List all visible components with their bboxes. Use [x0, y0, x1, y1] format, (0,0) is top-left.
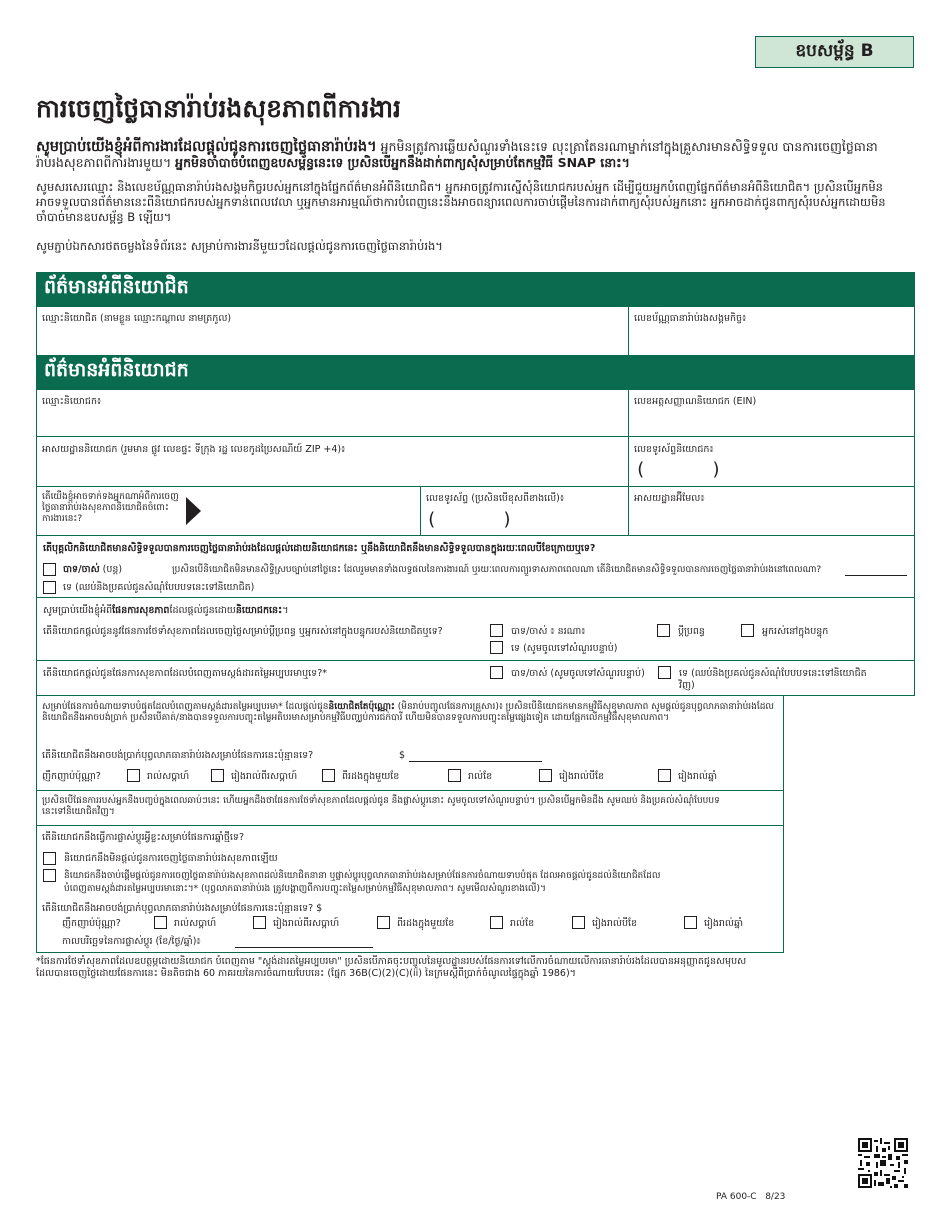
- cost-yearly-checkbox[interactable]: [658, 769, 671, 782]
- eligibility-question: តើបុគ្គលិកនិយោជិតមានសិទ្ធិទទួលបានការចេញថ្លៃធានារ៉ាប់រងដែលផ្ដល់ដោយនិយោជកនេះ ឬនឹងនិយោជិតនឹងមានសិទ្ធិទទួលបានក្នុងរយៈពេលបីខែក្រោយឬទេ?: [43, 543, 596, 554]
- email-label: អាសយដ្ឋានអ៊ីមែល៖: [634, 493, 705, 504]
- cost-weekly-checkbox[interactable]: [127, 769, 140, 782]
- cost-section: [36, 695, 784, 791]
- changes-biweekly-checkbox[interactable]: [253, 916, 266, 929]
- changes-section: [36, 825, 784, 953]
- q2-no-label: ទេ (ឈប់និងប្រគល់ជូនសំណុំបែបបទនេះទៅនិយោជិតវិញ): [679, 668, 867, 691]
- cost-intro: សម្រាប់ផែនការចំណាយទាបបំផុតដែលបំពេញតាមស្តង់ដារតម្លៃអប្បបរមា* ដែលផ្ដល់ជូននិយោជិតតែប៉ុណ្ណោះ (មិនរាប់បញ្ចូលផែនការគ្រួសារ)៖ ប្រសិនបើនិយោជកមានកម្មវិធីសុខុមាលភាព សូមផ្ដល់ជូនបុព្វលាភធានារ៉ាប់រងដែលនិយោជិតនឹងអាចបង់ប្រាក់ ប្រសិនបើគាត់/នាងបានទទួលការបញ្ចុះតម្លៃអតិបរមាសម្រាប់កម្មវិធីបញ្ឈប់ការជក់បារី ហើយមិនបានទទួលការបញ្ចុះតម្លៃផ្សេងទៀត ដោយផ្អែកលើកម្មវិធីសុខុមាលភាព។: [42, 702, 774, 723]
- eligibility-yes-detail: ប្រសិនបើនិយោជិតមិនមានសិទ្ធិស្របច្បាប់នៅថ្ងៃនេះ ដែលរួមមានទាំងលទ្ធផលនៃការងារណ៍ ឬរយៈពេលការព្យួរទាសភាពពេលណា តើនិយោជិតមានសិទ្ធិទទួលបានការចេញថ្លៃធានារ៉ាប់រងនៅពេលណា?: [172, 565, 822, 575]
- changes-date-question: កាលបរិច្ឆេទនៃការផ្លាស់ប្ដូរ (ខែ/ថ្ងៃ/ឆ្នាំ)៖: [62, 936, 201, 947]
- cost-twice-monthly-checkbox[interactable]: [322, 769, 335, 782]
- plan-section: [36, 597, 915, 661]
- cost-monthly-checkbox[interactable]: [448, 769, 461, 782]
- changes-no-coverage-label: និយោជកនឹងមិនផ្ដល់ជូនការចេញថ្លៃធានារ៉ាប់រងសុខភាពឡើយ: [64, 853, 278, 864]
- changes-twice-monthly-label: ពីរដងក្នុងមួយខែ: [397, 918, 455, 929]
- minimum-value-section: [36, 660, 915, 696]
- employer-name-label: ឈ្មោះនិយោជក៖: [42, 396, 102, 407]
- plan-question-2: តើនិយោជកផ្ដល់ជូនផែនការសុខភាពដែលបំពេញតាមស្តង់ដារតម្លៃអប្បបរមាឬទេ?*: [43, 668, 327, 679]
- contact-phone-field[interactable]: [420, 486, 629, 536]
- q1-spouse-checkbox[interactable]: [657, 624, 670, 637]
- employer-contact-field[interactable]: [36, 486, 421, 536]
- attach-copy-paragraph: សូមភ្ជាប់ឯកសារថតចម្លងនៃទំព័រនេះ សម្រាប់ការងារនីមួយៗដែលផ្ដល់ជូនការចេញថ្លៃធានារ៉ាប់រង។: [36, 239, 443, 253]
- employer-phone-label: លេខទូរស័ព្ទនិយោជក៖: [634, 444, 714, 455]
- changes-quarterly-label: រៀងរាល់បីខែ: [592, 918, 638, 929]
- eligibility-date-line[interactable]: [845, 575, 907, 576]
- changes-biweekly-label: រៀងរាល់ពីរសប្ដាហ៍: [273, 918, 340, 929]
- eligibility-yes-label: បាទ/ចាស់ (បន្ត): [63, 564, 123, 575]
- changes-amount-question: តើនិយោជិតនឹងអាចបង់ប្រាក់បុព្វលាភធានារ៉ាប់រងសម្រាប់ផែនការនេះប៉ុន្មានទេ? $: [42, 903, 323, 914]
- changes-new-premium-line2: បំពេញតាមស្តង់ដារតម្លៃអប្បបរមានោះ។* (បុព្វលាភធានារ៉ាប់រង ត្រូវបង្ហាញពីការបញ្ចុះតម្លៃសម្រាប់កម្មវិធីសុខុមាលភាព។ សូមមើលសំណួរខាងលើ)។: [64, 884, 546, 894]
- q1-no-label: ទេ (សូមចូលទៅសំណួរបន្ទាប់): [511, 643, 618, 654]
- intro-text: អ្នកមិនត្រូវការឆ្លើយសំណួរទាំងនេះទេ លុះត្រាតែនរណាម្នាក់នៅក្នុងគ្រួសារមានសិទ្ធិទទួល បានការចេញថ្លៃធានារ៉ាប់រងសុខភាពពីការងារមួយ។: [36, 139, 878, 170]
- cost-biweekly-label: រៀងរាល់ពីរសប្ដាហ៍: [231, 771, 298, 782]
- eligibility-yes-checkbox[interactable]: [43, 563, 56, 576]
- footnote: *ផែនការថែទាំសុខភាពដែលឧបត្ថម្ភដោយនិយោជក បំពេញតាម "ស្តង់ដារតម្លៃអប្បបរមា" ប្រសិនបើភាគចុះបញ្ចូលនៃមូលដ្ឋានរបស់ផែនការទៅលើការចំណាយលើការធានារ៉ាប់រងដែលបានអនុញ្ញាតជូនសមុបស ដែលបានចេញថ្លៃដោយផែនការនេះ មិនតិចជាង 60 ភាគរយនៃការចំណាយបែបនេះ (ផ្នែក 36B(C)(2)(C)(ii) នៃក្រមស្ដីពីប្រាក់ចំណូលផ្ទៃក្នុងឆ្នាំ 1986)។: [36, 956, 747, 979]
- changes-new-premium-line1: និយោជកនឹងចាប់ផ្ដើមផ្ដល់ជូនការចេញថ្លៃធានារ៉ាប់រងសុខភាពដល់និយោជិតនានា ឬផ្លាស់ប្ដូរបុព្វលាភធានារ៉ាប់រងសម្រាប់ផែនការចំណាយទាបបំផុត ដែលអាចផ្ដល់ជូនដល់និយោជិតដែល: [64, 871, 661, 881]
- instructions-paragraph: សូមសរសេរឈ្មោះ និងលេខប័ណ្ណធានារ៉ាប់រងសង្គមកិច្ចរបស់អ្នកនៅក្នុងផ្នែកព័ត៌មានអំពីនិយោជិត។ អ្នកអាចត្រូវការស្នើសុំនិយោជករបស់អ្នក ដើម្បីជួយអ្នកបំពេញផ្នែកព័ត៌មានអំពីនិយោជិត។ ប្រសិនបើអ្នកមិនអាចទទួលបានព័ត៌មាននេះពីនិយោជករបស់អ្នកទាន់ពេលវេលា ឬអ្នកមានអារម្មណ៍ថាការបំពេញនេះនឹងអាចពន្យារពេលការចាប់ផ្ដើមនៃការដាក់ពាក្យសុំរបស់អ្នកនោះ អ្នកអាចដាក់ជូនពាក្យសុំរបស់អ្នកដោយមិនចាំបាច់មានឧបសម្ព័ន្ធ B ឡើយ។: [36, 180, 886, 224]
- changes-date-line[interactable]: [235, 947, 373, 948]
- cost-monthly-label: រាល់ខែ: [468, 771, 493, 782]
- cost-frequency-question: ញឹកញាប់ប៉ុណ្ណា?: [42, 771, 101, 782]
- changes-weekly-checkbox[interactable]: [154, 916, 167, 929]
- employer-ein-label: លេខអត្តសញ្ញាណនិយោជក (EIN): [634, 396, 757, 407]
- changes-weekly-label: រាល់សប្ដាហ៍: [174, 918, 217, 929]
- cost-biweekly-checkbox[interactable]: [211, 769, 224, 782]
- employee-name-label: ឈ្មោះនិយោជិត (នាមខ្លួន ឈ្មោះកណ្ដាល នាមត្រកូល): [42, 313, 232, 324]
- employer-phone-field[interactable]: [628, 436, 915, 487]
- plan-question-1: តើនិយោជកផ្ដល់ជូននូវផែនការថែទាំសុខភាពដែលចេញថ្លៃសម្រាប់ប្ដីប្រពន្ធ ឬអ្នករស់នៅក្នុងបន្ទុករបស់និយោជិតឬទេ?: [43, 626, 443, 637]
- employer-contact-label: តើយើងខ្ញុំអាចទាក់ទងអ្នកណាអំពីការចេញថ្លៃធានារ៉ាប់រងសុខភាពនិយោជិតចំពោះការងារនេះ?: [42, 492, 179, 524]
- contact-area-code-brackets: ( ): [426, 509, 513, 530]
- employer-ein-field[interactable]: [628, 389, 915, 437]
- eligibility-section: [36, 535, 915, 598]
- q1-dependent-checkbox[interactable]: [741, 624, 754, 637]
- employee-name-field[interactable]: [36, 306, 629, 356]
- changes-question: តើនិយោជកនឹងធ្វើការផ្លាស់ប្ដូរអ្វីខ្លះសម្រាប់ផែនការឆ្នាំថ្មីទេ?: [42, 832, 245, 843]
- q1-spouse-label: ប្ដីប្រពន្ធ: [678, 626, 705, 637]
- employer-address-label: អាសយដ្ឋាននិយោជក (រួមមាន ផ្លូវ លេខផ្ទះ ទីក្រុង រដ្ឋ លេខកូដប្រៃសណីយ៍ ZIP +4)៖: [42, 444, 346, 455]
- changes-yearly-label: រៀងរាល់ឆ្នាំ: [704, 918, 744, 929]
- q2-yes-label: បាទ/ចាស់ (សូមចូលទៅសំណួរបន្ទាប់): [511, 668, 645, 679]
- cost-quarterly-label: រៀងរាល់បីខែ: [559, 771, 605, 782]
- q1-no-checkbox[interactable]: [490, 641, 503, 654]
- eligibility-no-label: ទេ (ឈប់និងប្រគល់ជូនសំណុំបែបបទនេះទៅនិយោជិត): [63, 582, 255, 593]
- q2-no-checkbox[interactable]: [658, 666, 671, 679]
- intro-lead: សូមប្រាប់យើងខ្ញុំអំពីការងារដែលផ្ដល់ជូនការចេញថ្លៃធានារ៉ាប់រង។: [36, 139, 377, 155]
- contact-phone-label: លេខទូរស័ព្ទ (ប្រសិនបើខុសពីខាងលើ)៖: [426, 493, 565, 504]
- cost-twice-monthly-label: ពីរដងក្នុងមួយខែ: [342, 771, 400, 782]
- cost-amount-line[interactable]: [409, 761, 542, 762]
- employee-section-header: ព័ត៌មានអំពីនិយោជិត: [36, 272, 915, 306]
- changes-twice-monthly-checkbox[interactable]: [377, 916, 390, 929]
- employer-section-header: ព័ត៌មានអំពីនិយោជក: [36, 355, 915, 389]
- employee-ssn-label: លេខប័ណ្ណធានារ៉ាប់រងសង្គមកិច្ច៖: [634, 313, 747, 324]
- employer-name-field[interactable]: [36, 389, 629, 437]
- plan-intro: សូមប្រាប់យើងខ្ញុំអំពីផែនការសុខភាពដែលផ្ដល់ជូនដោយនិយោជកនេះ។: [43, 605, 289, 616]
- cost-yearly-label: រៀងរាល់ឆ្នាំ: [678, 771, 718, 782]
- changes-no-coverage-checkbox[interactable]: [43, 852, 56, 865]
- page-title: ការចេញថ្លៃធានារ៉ាប់រងសុខភាពពីការងារ: [36, 94, 401, 123]
- plan-change-note: [36, 790, 784, 826]
- q2-yes-checkbox[interactable]: [490, 666, 503, 679]
- employer-address-field[interactable]: [36, 436, 629, 487]
- changes-quarterly-checkbox[interactable]: [572, 916, 585, 929]
- cost-amount-question: តើនិយោជិតនឹងអាចបង់ប្រាក់បុព្វលាភធានារ៉ាប់រងសម្រាប់ផែនការនេះប៉ុន្មានទេ?: [42, 750, 314, 761]
- cost-weekly-label: រាល់សប្ដាហ៍: [147, 771, 190, 782]
- q1-dependent-label: អ្នករស់នៅក្នុងបន្ទុក: [762, 626, 829, 637]
- appendix-badge: ឧបសម្ព័ន្ធ B: [755, 36, 914, 68]
- qr-code: [858, 1138, 908, 1188]
- eligibility-no-checkbox[interactable]: [43, 581, 56, 594]
- phone-area-code-brackets: ( ): [635, 459, 722, 480]
- intro-paragraph: [36, 139, 896, 171]
- arrow-right-icon: [186, 497, 201, 525]
- changes-monthly-label: រាល់ខែ: [510, 918, 535, 929]
- email-field[interactable]: [628, 486, 915, 536]
- employee-ssn-field[interactable]: [628, 306, 915, 356]
- cost-quarterly-checkbox[interactable]: [539, 769, 552, 782]
- q1-yes-label: បាទ/ចាស់ ៖ នរណា៖: [511, 626, 586, 637]
- q1-yes-checkbox[interactable]: [490, 624, 503, 637]
- changes-yearly-checkbox[interactable]: [684, 916, 697, 929]
- plan-change-text: ប្រសិនបើផែនការរបស់អ្នកនឹងបញ្ចប់ក្នុងពេលឆាប់ៗនេះ ហើយអ្នកដឹងថាផែនការថែទាំសុខភាពដែលផ្ដល់ជូន នឹងផ្លាស់ប្ដូរនោះ សូមចូលទៅសំណួរបន្ទាប់។ ប្រសិនបើអ្នកមិនដឹង សូមឈប់ និងប្រគល់សំណុំបែបបទនេះទៅនិយោជិតវិញ។: [42, 796, 720, 817]
- form-number: PA 600-C 8/23: [716, 1192, 786, 1202]
- intro-snap-note: អ្នកមិនចាំបាច់បំពេញឧបសម្ព័ន្ធនេះទេ ប្រសិនបើអ្នកនឹងដាក់ពាក្យសុំសម្រាប់តែកម្មវិធី SNAP នោះ។: [175, 155, 630, 170]
- changes-frequency-question: ញឹកញាប់ប៉ុណ្ណា?: [62, 918, 121, 929]
- changes-monthly-checkbox[interactable]: [490, 916, 503, 929]
- changes-new-premium-checkbox[interactable]: [43, 869, 56, 882]
- cost-currency: $: [399, 750, 406, 761]
